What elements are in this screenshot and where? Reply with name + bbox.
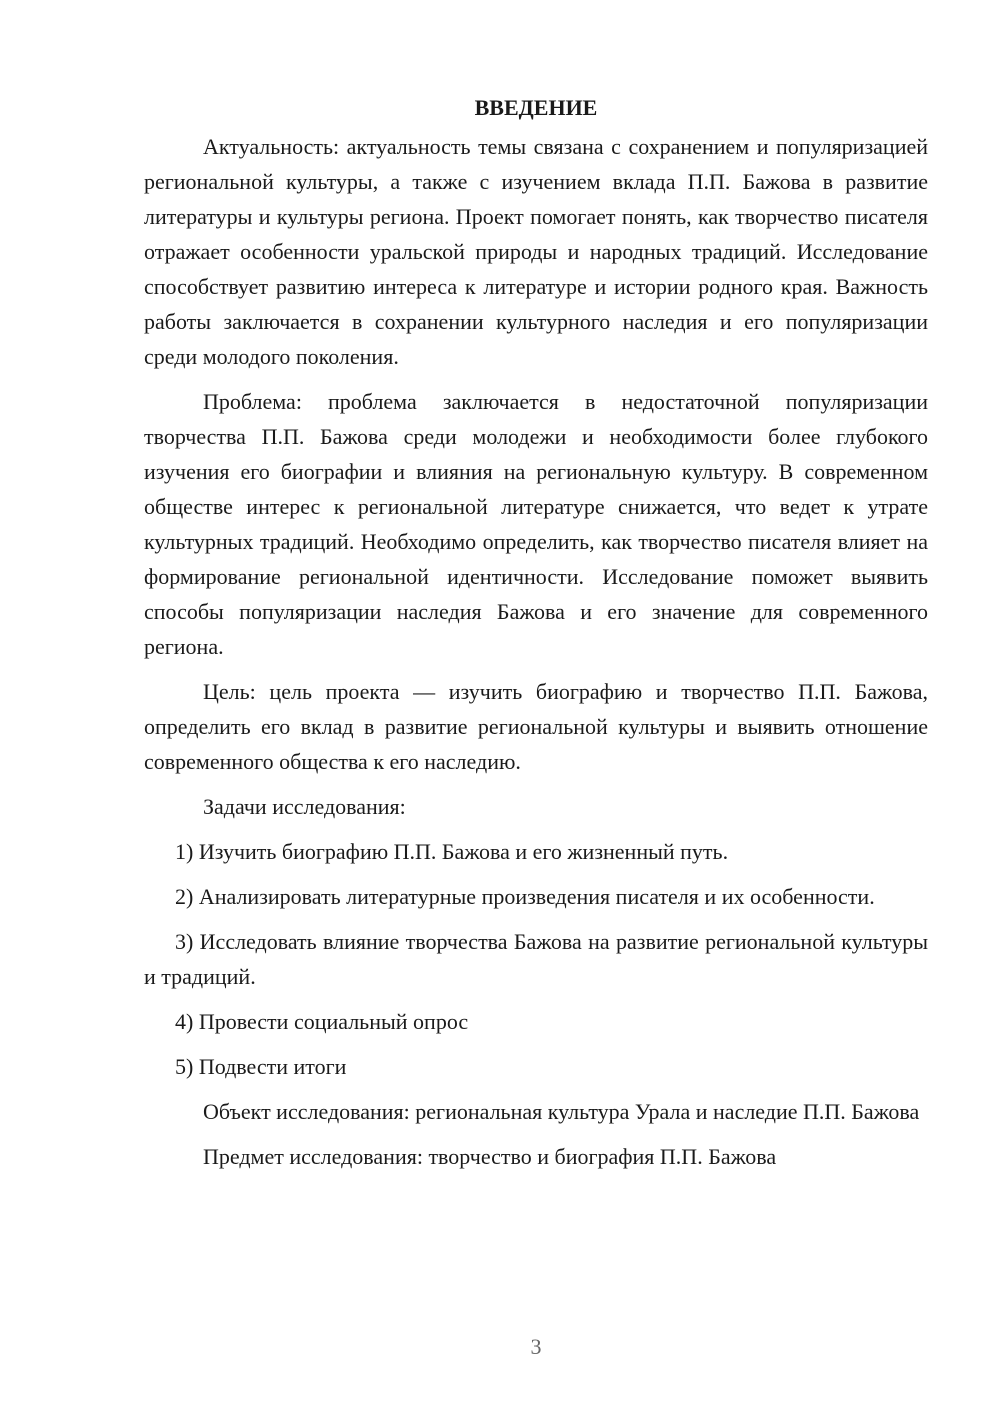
object-paragraph: Объект исследования: региональная культура Урала и наследие П.П. Бажова — [203, 1099, 920, 1124]
task-item-1: 1) Изучить биографию П.П. Бажова и его жизненный путь. — [175, 839, 729, 864]
tasks-heading: Задачи исследования: — [203, 794, 406, 819]
page-content — [144, 90, 928, 1184]
page-number: 3 — [530, 1334, 542, 1359]
relevance-paragraph: Актуальность: актуальность темы связана с сохранением и популяризацией региональной культуры, а также с изучением вклада П.П. Бажова в развитие литературы и культуры региона. Проект помогает понять, как творчество писателя отражает особенности уральской природы и народных традиций. Исследование способствует развитию интереса к литературе и истории родного края. Важность работы заключается в сохранении культурного наследия и его популяризации среди молодого поколения. — [144, 134, 928, 369]
goal-paragraph: Цель: цель проекта — изучить биографию и творчество П.П. Бажова, определить его вклад в развитие региональной культуры и выявить отношение современного общества к его наследию. — [144, 679, 928, 774]
problem-paragraph: Проблема: проблема заключается в недостаточной популяризации творчества П.П. Бажова среди молодежи и необходимости более глубокого изучения его биографии и влияния на региональную культуру. В современном обществе интерес к региональной литературе снижается, что ведет к утрате культурных традиций. Необходимо определить, как творчество писателя влияет на формирование региональной идентичности. Исследование поможет выявить способы популяризации наследия Бажова и его значение для современного региона. — [144, 389, 928, 659]
task-item-2: 2) Анализировать литературные произведения писателя и их особенности. — [175, 884, 875, 909]
task-item-3: 3) Исследовать влияние творчества Бажова на развитие региональной культуры и традиций. — [144, 929, 928, 989]
page-title: ВВЕДЕНИЕ — [474, 95, 598, 120]
task-item-4: 4) Провести социальный опрос — [175, 1009, 469, 1034]
subject-paragraph: Предмет исследования: творчество и биография П.П. Бажова — [203, 1144, 777, 1169]
task-item-5: 5) Подвести итоги — [175, 1054, 347, 1079]
